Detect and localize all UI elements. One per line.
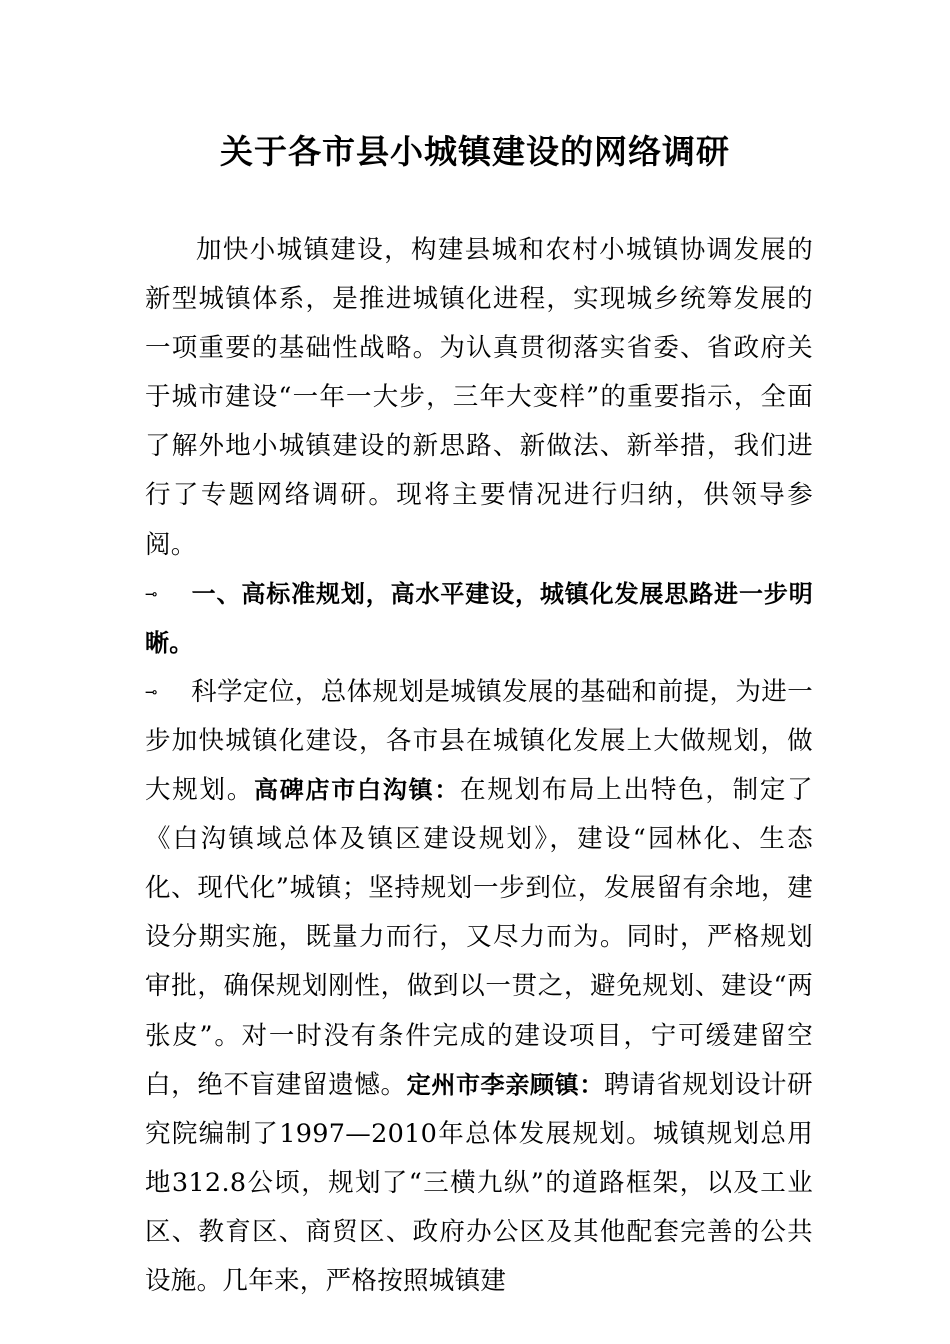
paragraph-text: 在规划布局上出特色，制定了《白沟镇域总体及镇区建设规划》，建设“园林化、生态化、现代化”城镇；坚持规划一步到位，发展留有余地，建设分期实施，既量力而行，又尽力而为。同时，严格规划审批，确保规划刚性，做到以一贯之，避免规划、建设“两张皮”。对一时没有条件完成的建设项目，宁可缓建留空白，绝不盲建留遗憾。	[145, 775, 813, 1100]
planning-paragraph	[145, 668, 813, 1306]
section-heading-text: 一、高标准规划，高水平建设，城镇化发展思路进一步明晰。	[145, 579, 813, 657]
paragraph-text: 科学定位，总体规划是城镇发展的基础和前提，为进一步加快城镇化建设，各市县在城镇化发展上大做规划，做大规划。	[145, 676, 813, 806]
paragraph-marker-icon: ⊸	[145, 584, 158, 603]
town-name-baigou: 高碑店市白沟镇：	[254, 776, 461, 805]
section-heading-1	[145, 570, 813, 668]
intro-paragraph: 加快小城镇建设，构建县城和农村小城镇协调发展的新型城镇体系，是推进城镇化进程，实现城乡统筹发展的一项重要的基础性战略。为认真贯彻落实省委、省政府关于城市建设“一年一大步，三年大变样”的重要指示，全面了解外地小城镇建设的新思路、新做法、新举措，我们进行了专题网络调研。现将主要情况进行归纳，供领导参阅。	[145, 235, 813, 560]
paragraph-marker-icon: ⊸	[145, 682, 158, 701]
document-body	[145, 226, 813, 1306]
document-title: 关于各市县小城镇建设的网络调研	[220, 132, 730, 171]
town-name-liqingu: 定州市李亲顾镇：	[406, 1070, 605, 1099]
paragraph-text: 聘请省规划设计研究院编制了1997—2010年总体发展规划。城镇规划总用地312.8公顷，规划了“三横九纵”的道路框架，以及工业区、教育区、商贸区、政府办公区及其他配套完善的公共设施。几年来，严格按照城镇建	[145, 1069, 813, 1296]
